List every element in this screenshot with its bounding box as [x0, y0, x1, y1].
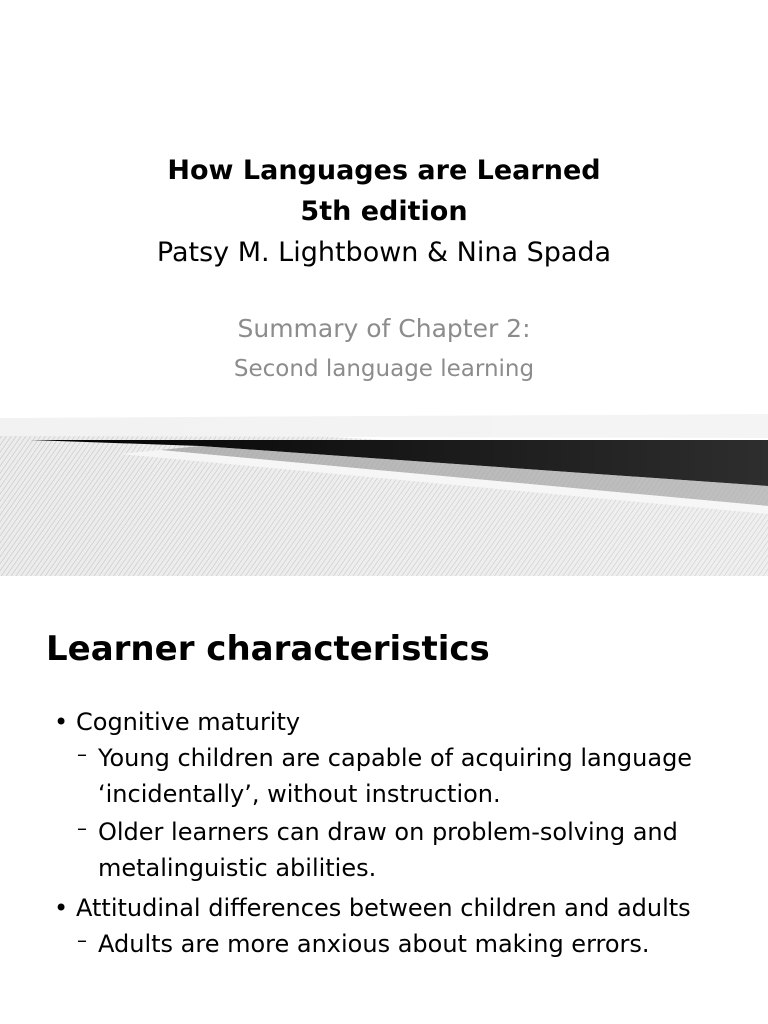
subtitle-block: [0, 310, 768, 388]
dash-icon: –: [77, 928, 87, 952]
book-authors: Patsy M. Lightbown & Nina Spada: [156, 237, 612, 268]
sub-bullet-list: [0, 740, 738, 886]
title-block: [0, 150, 768, 273]
chapter-topic: Second language learning: [233, 356, 535, 382]
bullet-list: [0, 704, 768, 966]
bullet-dot-icon: •: [54, 708, 69, 736]
book-title: How Languages are Learned: [167, 155, 601, 186]
bullet-item: [0, 704, 768, 886]
book-edition: 5th edition: [300, 196, 468, 227]
sub-bullet-text: Adults are more anxious about making errors.: [98, 930, 650, 958]
sub-bullet-item: [0, 814, 738, 886]
chapter-summary-label: Summary of Chapter 2:: [237, 314, 531, 343]
sub-bullet-item: [0, 740, 738, 812]
decorative-band: [0, 410, 768, 576]
bullet-text: Attitudinal differences between children and adults: [76, 894, 691, 922]
sub-bullet-list: [0, 926, 738, 962]
sub-bullet-text: Older learners can draw on problem-solving and metalinguistic abilities.: [98, 818, 678, 882]
content-slide: [0, 592, 768, 1024]
slide-separator: [0, 576, 768, 592]
slide-title: Learner characteristics: [46, 629, 490, 669]
sub-bullet-text: Young children are capable of acquiring language ‘incidentally’, without instruction.: [98, 744, 693, 808]
bullet-item: [0, 890, 768, 962]
sub-bullet-item: [0, 926, 738, 962]
band-fade: [0, 410, 768, 576]
dash-icon: –: [77, 816, 87, 840]
dash-icon: –: [77, 742, 87, 766]
bullet-text: Cognitive maturity: [76, 708, 301, 736]
bullet-dot-icon: •: [54, 894, 69, 922]
